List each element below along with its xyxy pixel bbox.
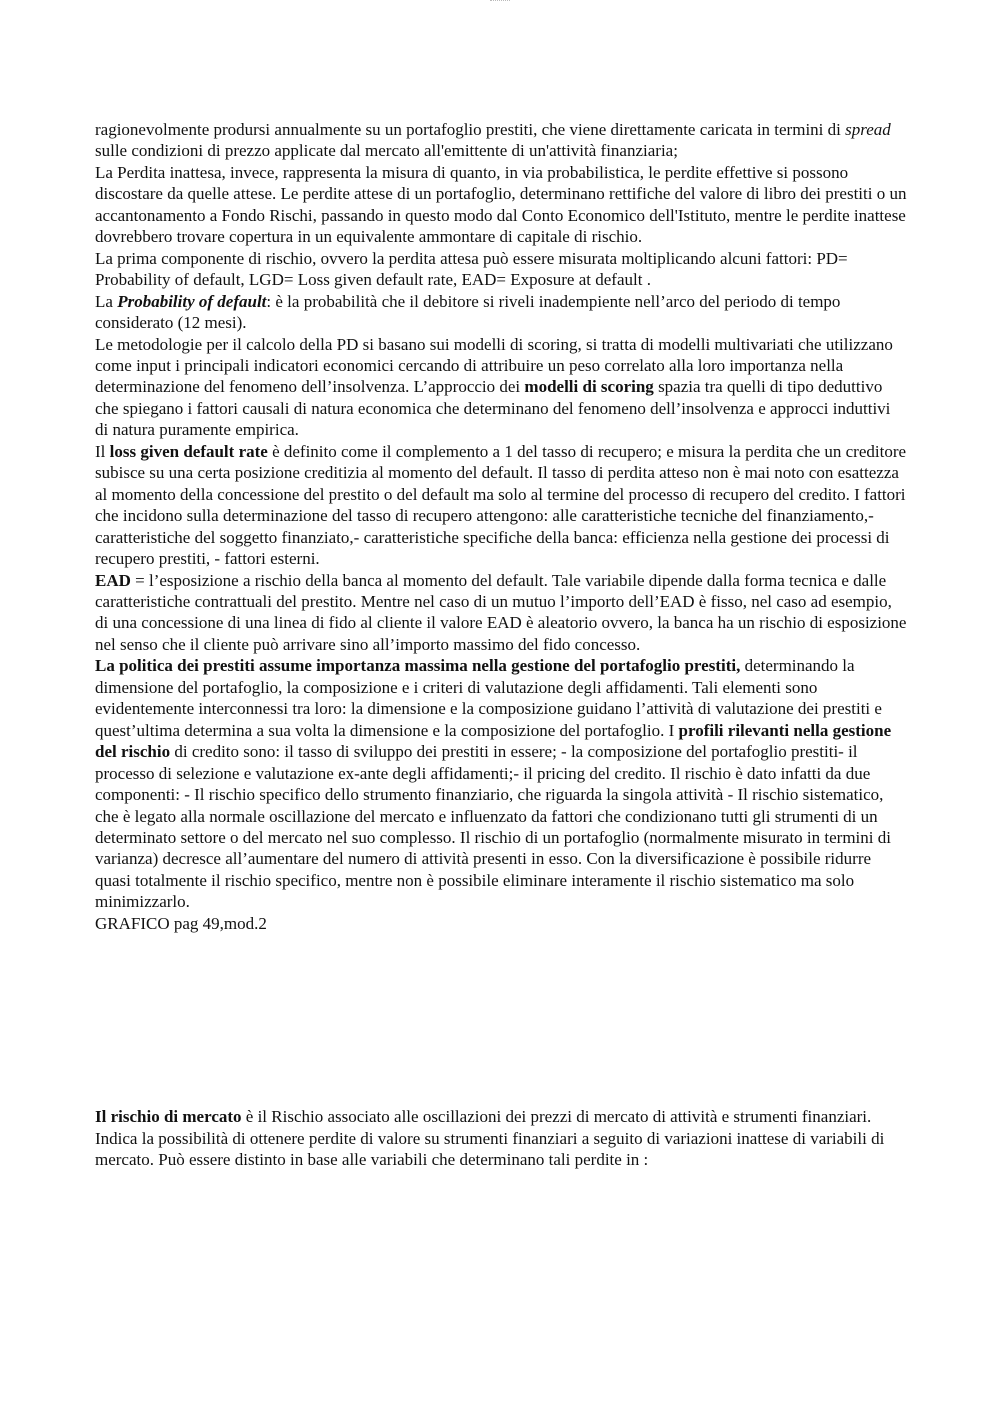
paragraph (95, 441, 907, 570)
text-run: Il (95, 441, 110, 461)
text-run: La Perdita inattesa, invece, rappresenta la misura di quanto, in via probabilistica, le perdite effettive si possono discostare da quelle attese. Le perdite attese di un portafoglio, determinano rettifiche del valore di libro dei prestiti o un accantonamento a Fondo Rischi, passando in questo modo dal Conto Economico dell'Istituto, mentre le perdite inattese dovrebbero trovare copertura in un equivalente ammontare di capitale di rischio. (95, 162, 907, 247)
document-page (95, 119, 907, 1171)
text-run: La (95, 291, 118, 311)
text-run: Le metodologie per il calcolo della PD si basano sui modelli di scoring, si tratta di modelli multivariati che utilizzano come input i principali indicatori economici cercando di attribuire un peso correlato alla loro importanza nella determinazione del fenomeno dell’insolvenza. L’approccio dei (95, 334, 893, 397)
text-run: La prima componente di rischio, ovvero la perdita attesa può essere misurata moltiplicando alcuni fattori: PD= Probability of default, LGD= Loss given default rate, EAD= Exposure at default . (95, 248, 848, 290)
text-run: sulle condizioni di prezzo applicate dal mercato all'emittente di un'attività finanziaria; (95, 141, 678, 161)
bold-text: Probability of default (117, 291, 267, 311)
bold-text: Il rischio di mercato (95, 1107, 242, 1127)
bold-text: La politica dei prestiti assume importanza massima nella gestione del portafoglio prestiti, (95, 656, 741, 676)
paragraph (95, 570, 907, 656)
text-run: è definito come il complemento a 1 del tasso di recupero; e misura la perdita che un creditore subisce su una certa posizione creditizia al momento del default. Il tasso di perdita atteso non è mai noto con esattezza al momento della concessione del prestito o del default ma solo al termine del processo di recupero del credito. I fattori che incidono sulla determinazione del tasso di recupero attengono: alle caratteristiche tecniche del finanziamento,- caratteristiche del soggetto finanziato,- caratteristiche specifiche della banca: efficienza nella gestione dei processi di recupero prestiti, - fattori esterni. (95, 441, 907, 569)
bold-text: modelli di scoring (524, 377, 654, 397)
text-run: spazia tra quelli di tipo deduttivo che spiegano i fattori causali di natura economica che determinano del fenomeno dell’insolvenza e approcci induttivi di natura puramente empirica. (95, 377, 891, 440)
bold-text: EAD (95, 570, 131, 590)
bold-text: loss given default rate (109, 441, 268, 461)
text-run: ragionevolmente prodursi annualmente su un portafoglio prestiti, che viene direttamente caricata in termini di (95, 120, 846, 139)
text-run: GRAFICO pag 49,mod.2 (95, 913, 267, 933)
market-risk-block (95, 1106, 907, 1170)
text-run: = l’esposizione a rischio della banca al momento del default. Tale variabile dipende dalla forma tecnica e dalle caratteristiche contrattuali del prestito. Mentre nel caso di un mutuo l’importo dell’EAD è fisso, nel caso ad esempio, di una concessione di una linea di fido al cliente il valore EAD è aleatorio ovvero, la banca ha un rischio di esposizione nel senso che il cliente può arrivare sino all’importo massimo del fido concesso. (95, 570, 907, 654)
text-run: di credito sono: il tasso di sviluppo dei prestiti in essere; - la composizione del portafoglio prestiti- il processo di selezione e valutazione ex-ante degli affidamenti;- il pricing del credito. Il rischio è dato infatti da due componenti: - Il rischio specifico dello strumento finanziario, che riguarda la singola attività - Il rischio sistematico, che è legato alla normale oscillazione del mercato e influenzato da fattori che condizionano tutti gli strumenti di un determinato settore o del mercato nel suo complesso. Il rischio di un portafoglio (normalmente misurato in termini di varianza) decresce all’aumentare del numero di attività presenti in esso. Con la diversificazione è possibile ridurre quasi totalmente il rischio specifico, mentre non è possibile eliminare interamente il rischio sistematico ma solo minimizzarlo. (95, 742, 891, 912)
bold-text: profili rilevanti nella gestione del rischio (95, 720, 892, 762)
paragraph (95, 119, 907, 162)
text-run: : è la probabilità che il debitore si riveli inadempiente nell’arco del periodo di tempo considerato (12 mesi). (95, 291, 841, 333)
text-run: è il Rischio associato alle oscillazioni dei prezzi di mercato di attività e strumenti finanziari. Indica la possibilità di ottenere perdite di valore su strumenti finanziari a seguito di variazioni inattese di variabili di mercato. Può essere distinto in base alle variabili che determinano tali perdite in : (95, 1107, 885, 1170)
paragraph (95, 913, 907, 934)
text-run: determinando la dimensione del portafoglio, la composizione e i criteri di valutazione degli affidamenti. Tali elementi sono evidentemente interconnessi tra loro: la dimensione e la composizione guidano l’attività di valutazione dei prestiti e quest’ultima determina a sua volta la dimensione e la composizione del portafoglio. I (95, 656, 882, 740)
paragraph (95, 334, 907, 441)
main-text-block (95, 119, 907, 934)
empty-graphic-area (95, 934, 907, 1106)
paragraph (95, 655, 907, 912)
page-top-mark (490, 0, 510, 3)
italic-text: spread (845, 120, 891, 139)
paragraph (95, 291, 907, 334)
paragraph (95, 248, 907, 291)
paragraph (95, 1106, 907, 1170)
paragraph (95, 162, 907, 248)
